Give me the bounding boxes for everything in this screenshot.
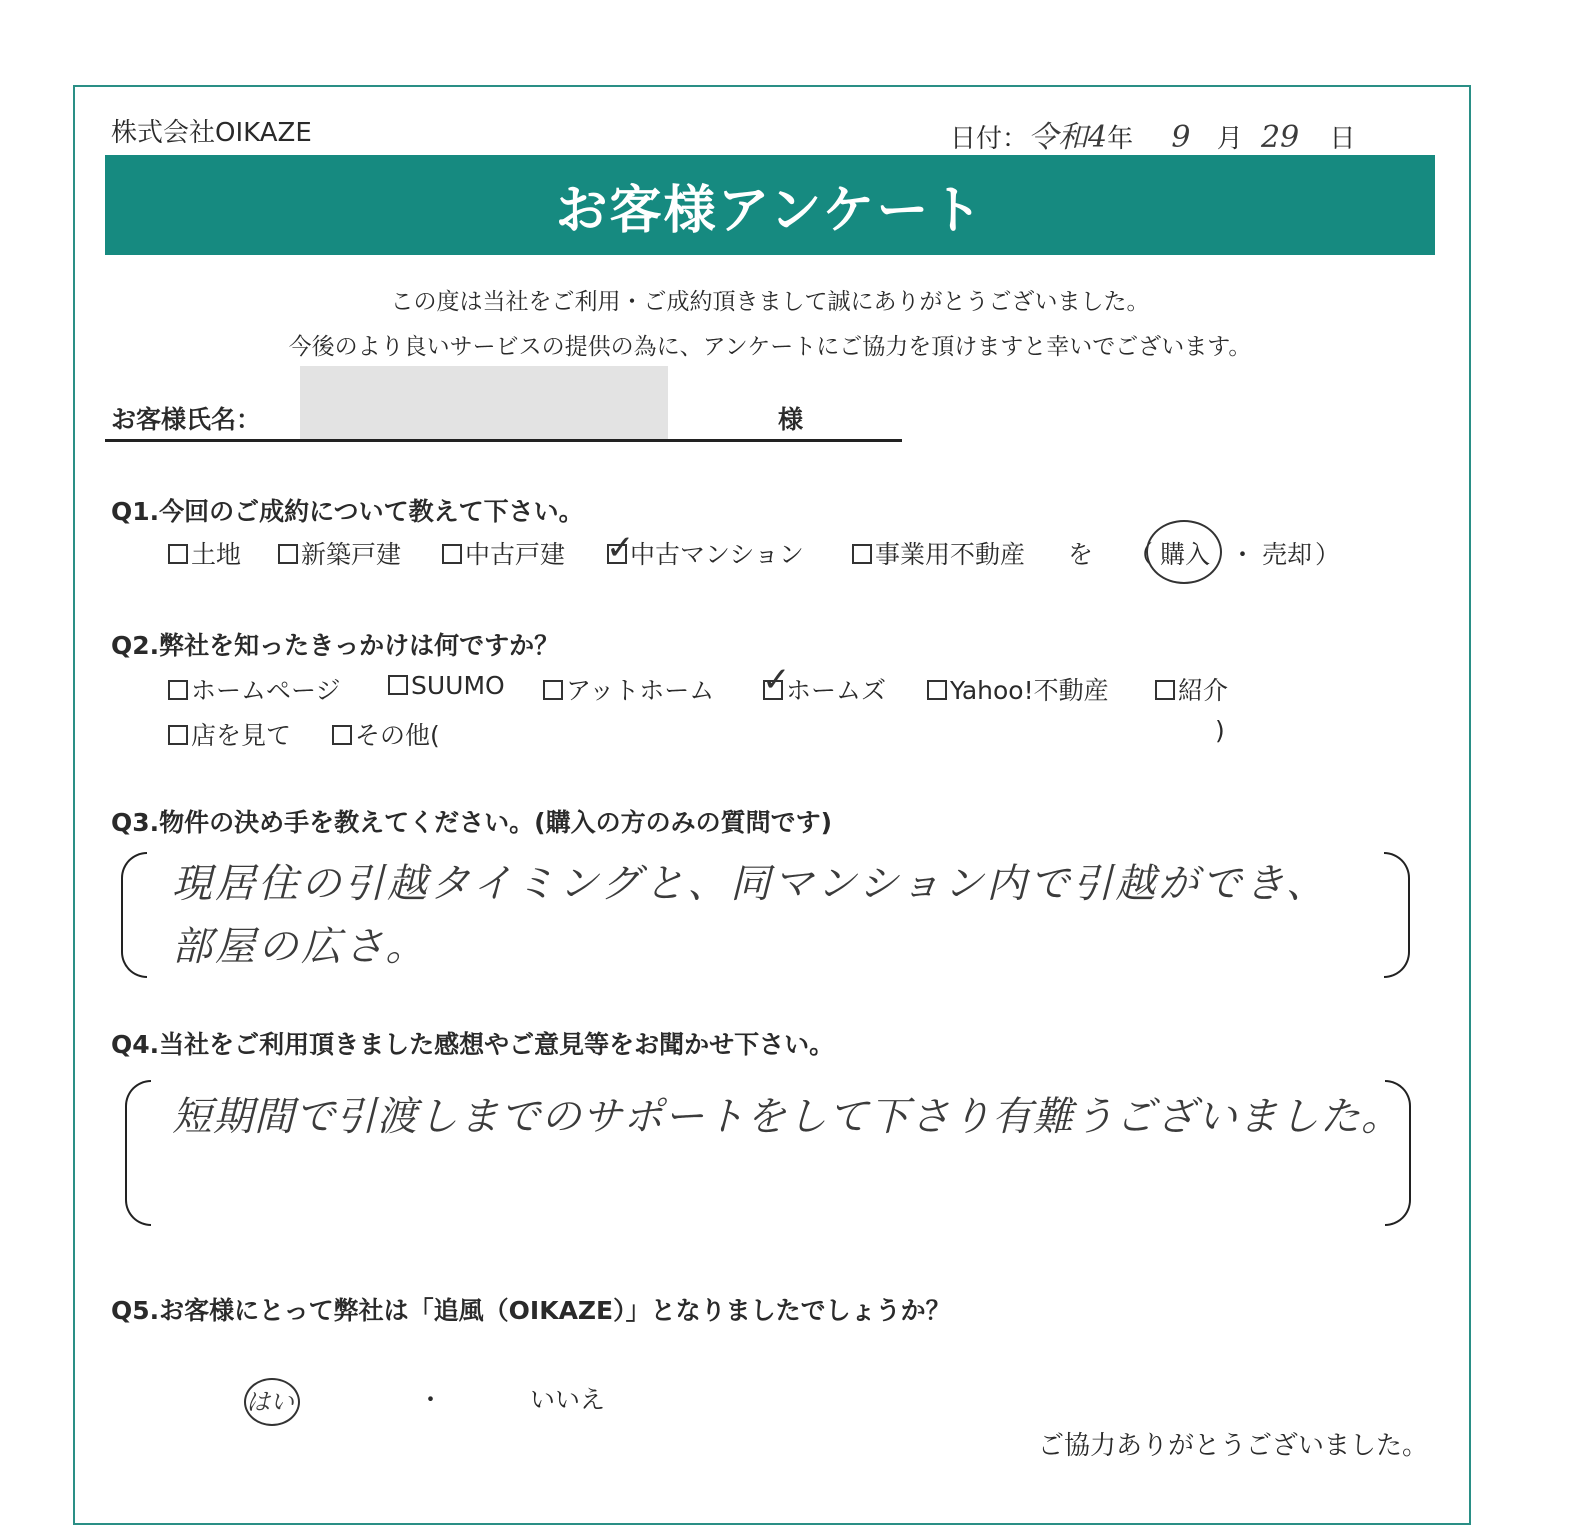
checkbox-icon [168,544,188,564]
q4-question: Q4.当社をご利用頂きました感想やご意見等をお聞かせ下さい。 [111,1030,835,1059]
q1-sell[interactable]: 売却 [1262,540,1313,569]
q1-dot: ・ [1230,540,1256,569]
q2-option-yahoo[interactable]: Yahoo!不動産 [927,671,1109,707]
date-day: 29 [1261,120,1300,155]
checkbox-icon [388,675,408,695]
date-era: 令和 [1028,120,1089,155]
name-underline [105,439,902,442]
company-name: 株式会社OIKAZE [111,118,312,148]
checkmark-icon: ✓ [606,528,635,568]
q1-option-used-house[interactable]: 中古戸建 [442,535,565,571]
date-label: 日付： [950,124,1029,154]
answer-bracket-left [121,852,147,978]
checkbox-icon [1155,680,1175,700]
q1-buy[interactable]: 購入 [1160,540,1211,569]
closing-thanks: ご協力ありがとうございました。 [1038,1431,1429,1461]
month-unit: 月 [1216,124,1243,154]
q2-option-other[interactable]: その他( [332,716,440,752]
date-year: 4 [1088,120,1108,155]
q2-option-homepage[interactable]: ホームページ [168,671,341,707]
q2-option-referral[interactable]: 紹介 [1155,671,1228,707]
customer-name-label: お客様氏名： [111,405,262,434]
q5-no[interactable]: いいえ [530,1385,606,1414]
checkbox-icon [168,725,188,745]
checkbox-icon [927,680,947,700]
circled-selection-icon [244,1378,300,1426]
circled-selection-icon [1146,520,1222,584]
answer-bracket-left [125,1080,151,1226]
q1-paren-open: （ [1128,540,1154,569]
answer-bracket-right [1384,852,1410,978]
intro-line-1: この度は当社をご利用・ご成約頂きまして誠にありがとうございました。 [390,289,1150,315]
q2-option-athome[interactable]: アットホーム [543,671,714,707]
q2-option-store[interactable]: 店を見て [168,716,291,752]
q1-particle: を [1068,540,1094,569]
q2-option-homes[interactable]: ホームズ [763,671,886,707]
q2-other-close-paren: ) [1215,716,1225,745]
date-month: 9 [1171,120,1191,155]
q1-option-land[interactable]: 土地 [168,535,241,571]
q3-question: Q3.物件の決め手を教えてください。(購入の方のみの質問です) [111,808,832,837]
q1-option-used-mansion[interactable]: 中古マンション [607,535,804,571]
q1-option-new-house[interactable]: 新築戸建 [278,535,401,571]
q1-question: Q1.今回のご成約について教えて下さい。 [111,497,584,526]
q5-yes[interactable]: はい [246,1388,294,1416]
survey-title: お客様アンケート [555,180,985,241]
customer-name-redacted [300,366,668,440]
q1-paren-close: ） [1315,540,1341,569]
year-unit: 年 [1107,124,1134,154]
day-unit: 日 [1329,124,1356,154]
honorific-suffix: 様 [778,405,804,434]
date-field [950,112,1356,156]
q5-question: Q5.お客様にとって弊社は「追風（OIKAZE）」となりましたでしょうか？ [111,1296,951,1325]
checkbox-icon [168,680,188,700]
checkbox-icon [332,725,352,745]
checkbox-icon [278,544,298,564]
checkbox-icon [442,544,462,564]
intro-line-2: 今後のより良いサービスの提供の為に、アンケートにご協力を頂けますと幸いでございます。 [288,334,1252,360]
checkbox-icon [852,544,872,564]
checkbox-icon [543,680,563,700]
survey-title-banner [105,155,1435,255]
q3-answer-line-1: 現居住の引越タイミングと、同マンション内で引越ができ、 [172,861,1329,907]
q2-question: Q2.弊社を知ったきっかけは何ですか？ [111,631,560,660]
q5-dot: ・ [418,1385,444,1414]
q1-option-business[interactable]: 事業用不動産 [852,535,1025,571]
q4-answer-line-1: 短期間で引渡しまでのサポートをして下さり有難うございました。 [172,1094,1402,1140]
checkmark-icon: ✓ [762,660,791,700]
q2-option-suumo[interactable]: SUUMO [388,671,505,700]
q3-answer-line-2: 部屋の広さ。 [172,924,429,970]
